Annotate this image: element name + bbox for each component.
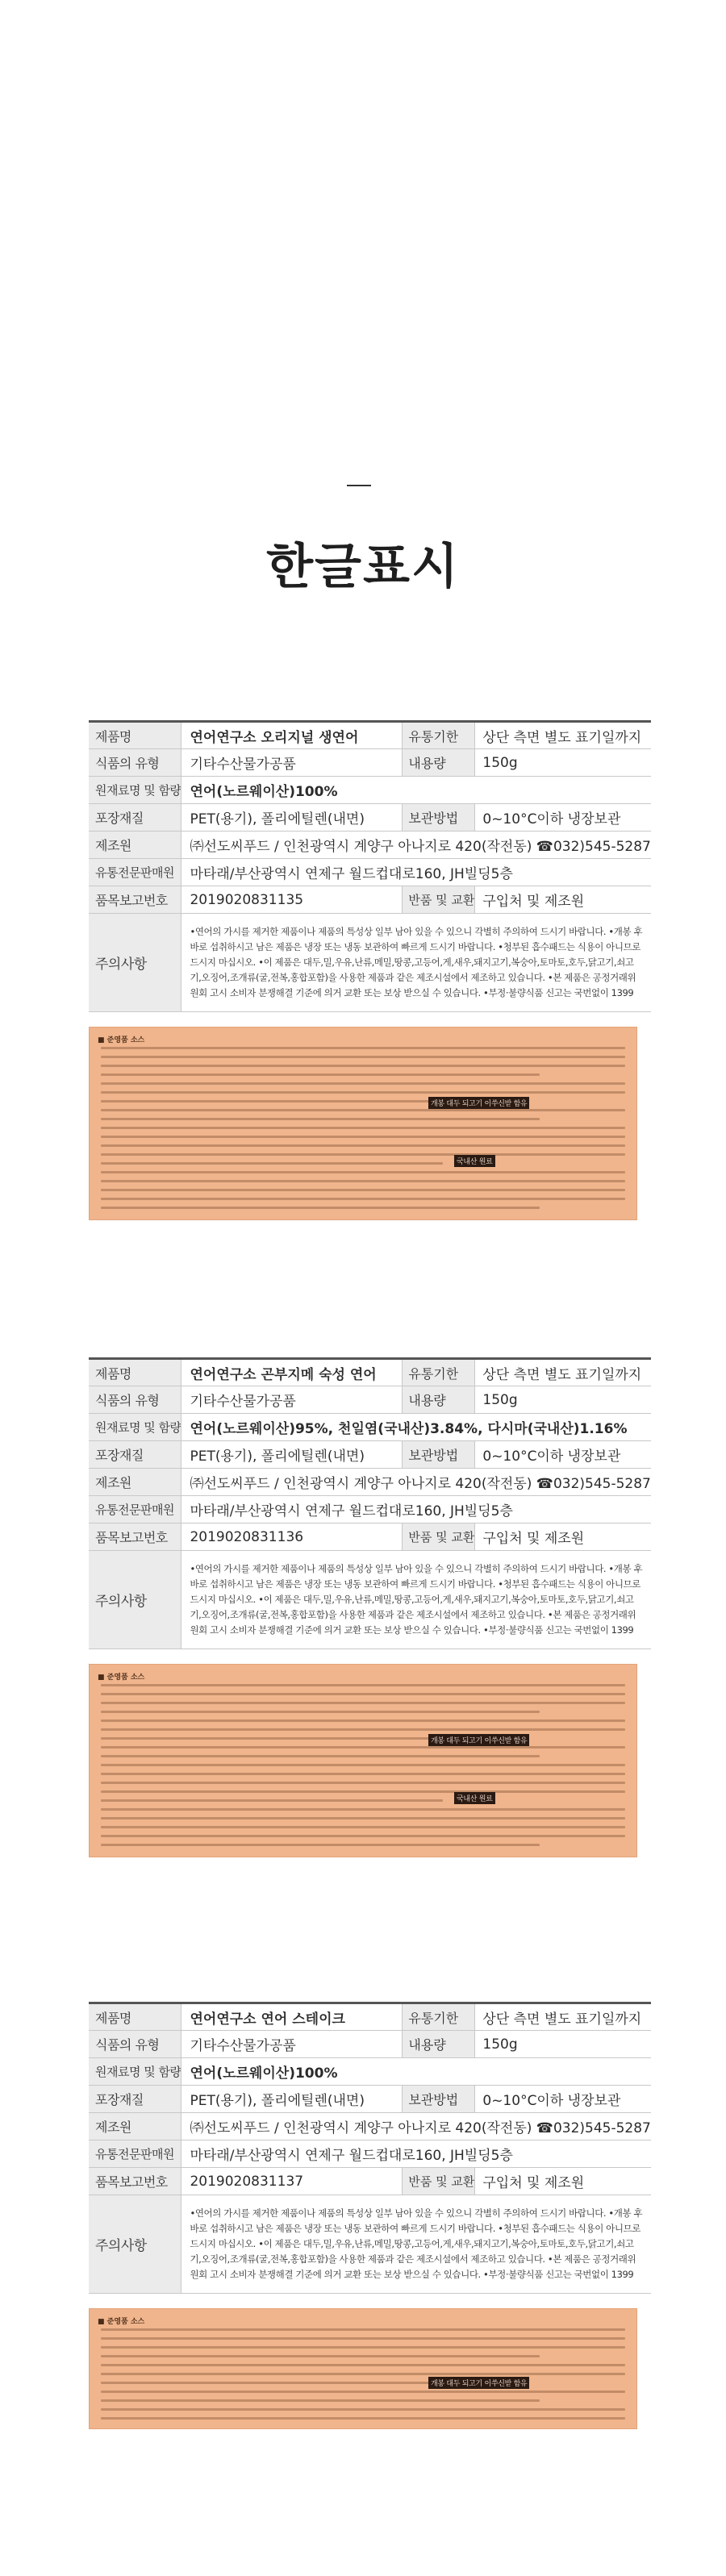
ingredients-value: 연어(노르웨이산)100%	[182, 777, 651, 804]
printed-label-photo	[89, 1664, 637, 1857]
printed-text-line	[101, 1719, 625, 1722]
product-info-block	[89, 1357, 651, 1857]
product-name-label: 제품명	[89, 1359, 182, 1386]
printed-text-line	[101, 1100, 443, 1103]
printed-text-line	[101, 1153, 625, 1156]
allergen-highlight: 개봉 대두 되고기 이쑤신받 함유	[428, 2377, 529, 2389]
table-row	[89, 832, 651, 859]
product-name-value: 연어연구소 연어 스테이크	[182, 2003, 403, 2031]
packaging-value: PET(용기), 폴리에틸렌(내면)	[182, 2086, 403, 2113]
printed-text-line	[101, 2346, 625, 2349]
printed-text-line	[101, 1711, 540, 1713]
printed-text-line	[101, 1136, 625, 1138]
caution-label: 주의사항	[89, 1551, 182, 1649]
printed-text-line	[101, 2382, 443, 2384]
product-name-label: 제품명	[89, 2003, 182, 2031]
table-row	[89, 722, 651, 749]
volume-value: 150g	[475, 2031, 651, 2058]
printed-text-line	[101, 1127, 625, 1129]
caution-value: •연어의 가시를 제거한 제품이나 제품의 특성상 일부 남아 있을 수 있으니 각별히 주의하여 드시기 바랍니다. •개봉 후 바로 섭취하시고 남은 제품은 냉장 또는 냉동 보관하여 빠르게 드시기 바랍니다. •청부된 흡수패드는 식용이 아니므로 드시지 마십시오. •이 제품은 대두,밀,우유,난류,메밀,땅콩,고등어,게,새우,돼지고기,복숭아,토마토,호두,닭고기,쇠고기,오징어,조개류(굴,전복,홍합포함)을 사용한 제품과 같은 제조시설에서 제조하고 있습니다. •본 제품은 공정거래위원회 고시 소비자 분쟁해결 기준에 의거 교환 또는 보상 받으실 수 있습니다. •부정·불량식품 신고는 국번없이 1399	[182, 1551, 651, 1649]
table-row	[89, 2140, 651, 2168]
product-name-value: 연어연구소 곤부지메 숙성 연어	[182, 1359, 403, 1386]
printed-text-line	[101, 1189, 625, 1191]
packaging-label: 포장재질	[89, 804, 182, 832]
printed-text-line	[101, 2337, 625, 2340]
printed-text-line	[101, 1702, 625, 1704]
caution-label: 주의사항	[89, 2195, 182, 2294]
table-row	[89, 1524, 651, 1551]
printed-text-line	[101, 1198, 625, 1200]
printed-text-line	[101, 1162, 443, 1165]
distributor-label: 유통전문판매원	[89, 1496, 182, 1524]
table-row	[89, 1414, 651, 1441]
product-info-table	[89, 1357, 651, 1649]
table-row	[89, 2031, 651, 2058]
printed-text-line	[101, 2417, 625, 2420]
printed-text-line	[101, 1737, 443, 1740]
expiry-label: 유통기한	[403, 722, 475, 749]
printed-text-line	[101, 1144, 625, 1147]
food-type-label: 식품의 유형	[89, 1386, 182, 1414]
product-info-block	[89, 2002, 651, 2429]
storage-value: 0~10°C이하 냉장보관	[475, 804, 651, 832]
printed-text-line	[101, 1782, 625, 1784]
ingredients-label: 원재료명 및 함량	[89, 2058, 182, 2086]
manufacturer-label: 제조원	[89, 1469, 182, 1496]
storage-label: 보관방법	[403, 1441, 475, 1469]
expiry-label: 유통기한	[403, 2003, 475, 2031]
manufacturer-label: 제조원	[89, 832, 182, 859]
exchange-label: 반품 및 교환	[403, 2168, 475, 2195]
report-number-label: 품목보고번호	[89, 2168, 182, 2195]
printed-label-tag: ■ 준영품 소스	[98, 1036, 145, 1044]
report-number-label: 품목보고번호	[89, 886, 182, 914]
table-row	[89, 2058, 651, 2086]
exchange-value: 구입처 및 제조원	[475, 1524, 651, 1551]
distributor-value: 마타래/부산광역시 연제구 월드컵대로160, JH빌딩5층	[182, 2140, 651, 2168]
ingredients-value: 연어(노르웨이산)95%, 천일염(국내산)3.84%, 다시마(국내산)1.16%	[182, 1414, 651, 1441]
volume-label: 내용량	[403, 1386, 475, 1414]
product-name-value: 연어연구소 오리지널 생연어	[182, 722, 403, 749]
printed-text-line	[101, 2399, 540, 2402]
table-row	[89, 2168, 651, 2195]
table-row	[89, 2195, 651, 2294]
packaging-label: 포장재질	[89, 1441, 182, 1469]
printed-text-line	[101, 1118, 540, 1120]
caution-label: 주의사항	[89, 914, 182, 1012]
food-type-value: 기타수산물가공품	[182, 2031, 403, 2058]
printed-text-line	[101, 1693, 625, 1695]
printed-text-line	[101, 1764, 625, 1766]
printed-text-line	[101, 1844, 540, 1846]
table-row	[89, 886, 651, 914]
report-number-value: 2019020831137	[182, 2168, 403, 2195]
table-row	[89, 1496, 651, 1524]
printed-label-tag: ■ 준영품 소스	[98, 1674, 145, 1682]
table-row	[89, 1386, 651, 1414]
ingredients-label: 원재료명 및 함량	[89, 1414, 182, 1441]
volume-value: 150g	[475, 1386, 651, 1414]
allergen-highlight: 개봉 대두 되고기 이쑤신받 함유	[428, 1097, 529, 1109]
printed-text-line	[101, 2355, 540, 2357]
caution-value: •연어의 가시를 제거한 제품이나 제품의 특성상 일부 남아 있을 수 있으니 각별히 주의하여 드시기 바랍니다. •개봉 후 바로 섭취하시고 남은 제품은 냉장 또는 냉동 보관하여 빠르게 드시기 바랍니다. •청부된 흡수패드는 식용이 아니므로 드시지 마십시오. •이 제품은 대두,밀,우유,난류,메밀,땅콩,고등어,게,새우,돼지고기,복숭아,토마토,호두,닭고기,쇠고기,오징어,조개류(굴,전복,홍합포함)을 사용한 제품과 같은 제조시설에서 제조하고 있습니다. •본 제품은 공정거래위원회 고시 소비자 분쟁해결 기준에 의거 교환 또는 보상 받으실 수 있습니다. •부정·불량식품 신고는 국번없이 1399	[182, 914, 651, 1012]
exchange-label: 반품 및 교환	[403, 1524, 475, 1551]
expiry-value: 상단 측면 별도 표기일까지	[475, 2003, 651, 2031]
table-row	[89, 1551, 651, 1649]
printed-label-photo	[89, 1027, 637, 1220]
exchange-value: 구입처 및 제조원	[475, 2168, 651, 2195]
printed-text-line	[101, 1109, 625, 1111]
manufacturer-value: ㈜선도씨푸드 / 인천광역시 계양구 아나지로 420(작전동) ☎032)545-5287	[182, 1469, 651, 1496]
food-type-label: 식품의 유형	[89, 2031, 182, 2058]
allergen-highlight: 개봉 대두 되고기 이쑤신받 함유	[428, 1734, 529, 1746]
table-row	[89, 804, 651, 832]
printed-text-line	[101, 1799, 443, 1802]
table-row	[89, 1441, 651, 1469]
distributor-label: 유통전문판매원	[89, 859, 182, 886]
report-number-label: 품목보고번호	[89, 1524, 182, 1551]
product-info-table	[89, 2002, 651, 2294]
printed-text-line	[101, 1082, 625, 1085]
distributor-value: 마타래/부산광역시 연제구 월드컵대로160, JH빌딩5층	[182, 1496, 651, 1524]
packaging-value: PET(용기), 폴리에틸렌(내면)	[182, 804, 403, 832]
origin-highlight: 국내산 원료	[454, 1792, 495, 1804]
volume-label: 내용량	[403, 749, 475, 777]
printed-text-line	[101, 2364, 625, 2366]
table-row	[89, 1359, 651, 1386]
printed-text-line	[101, 1091, 625, 1094]
printed-text-line	[101, 1056, 625, 1058]
product-info-block	[89, 720, 651, 1220]
distributor-value: 마타래/부산광역시 연제구 월드컵대로160, JH빌딩5층	[182, 859, 651, 886]
ingredients-value: 연어(노르웨이산)100%	[182, 2058, 651, 2086]
food-type-value: 기타수산물가공품	[182, 749, 403, 777]
printed-text-line	[101, 2408, 625, 2411]
printed-text-line	[101, 1728, 625, 1731]
printed-text-line	[101, 1790, 625, 1793]
food-type-value: 기타수산물가공품	[182, 1386, 403, 1414]
manufacturer-label: 제조원	[89, 2113, 182, 2140]
origin-highlight: 국내산 원료	[454, 1155, 495, 1167]
printed-text-line	[101, 1207, 540, 1209]
table-row	[89, 859, 651, 886]
storage-label: 보관방법	[403, 804, 475, 832]
expiry-value: 상단 측면 별도 표기일까지	[475, 1359, 651, 1386]
expiry-value: 상단 측면 별도 표기일까지	[475, 722, 651, 749]
printed-text-line	[101, 1073, 540, 1076]
manufacturer-value: ㈜선도씨푸드 / 인천광역시 계양구 아나지로 420(작전동) ☎032)545-5287	[182, 832, 651, 859]
exchange-label: 반품 및 교환	[403, 886, 475, 914]
printed-text-line	[101, 1171, 625, 1173]
printed-text-line	[101, 2328, 625, 2331]
page-title: 한글표시	[266, 539, 460, 595]
table-row	[89, 2086, 651, 2113]
printed-text-line	[101, 1826, 625, 1828]
table-row	[89, 914, 651, 1012]
table-row	[89, 749, 651, 777]
storage-value: 0~10°C이하 냉장보관	[475, 2086, 651, 2113]
expiry-label: 유통기한	[403, 1359, 475, 1386]
printed-text-line	[101, 1746, 625, 1749]
title-divider	[347, 485, 371, 486]
packaging-label: 포장재질	[89, 2086, 182, 2113]
printed-text-line	[101, 1817, 625, 1819]
printed-text-line	[101, 1180, 625, 1182]
ingredients-label: 원재료명 및 함량	[89, 777, 182, 804]
table-row	[89, 777, 651, 804]
volume-label: 내용량	[403, 2031, 475, 2058]
printed-label-tag: ■ 준영품 소스	[98, 2318, 145, 2326]
caution-value: •연어의 가시를 제거한 제품이나 제품의 특성상 일부 남아 있을 수 있으니 각별히 주의하여 드시기 바랍니다. •개봉 후 바로 섭취하시고 남은 제품은 냉장 또는 냉동 보관하여 빠르게 드시기 바랍니다. •청부된 흡수패드는 식용이 아니므로 드시지 마십시오. •이 제품은 대두,밀,우유,난류,메밀,땅콩,고등어,게,새우,돼지고기,복숭아,토마토,호두,닭고기,쇠고기,오징어,조개류(굴,전복,홍합포함)을 사용한 제품과 같은 제조시설에서 제조하고 있습니다. •본 제품은 공정거래위원회 고시 소비자 분쟁해결 기준에 의거 교환 또는 보상 받으실 수 있습니다. •부정·불량식품 신고는 국번없이 1399	[182, 2195, 651, 2294]
printed-label-photo	[89, 2308, 637, 2429]
report-number-value: 2019020831135	[182, 886, 403, 914]
food-type-label: 식품의 유형	[89, 749, 182, 777]
table-row	[89, 1469, 651, 1496]
manufacturer-value: ㈜선도씨푸드 / 인천광역시 계양구 아나지로 420(작전동) ☎032)545-5287	[182, 2113, 651, 2140]
printed-text-line	[101, 1808, 625, 1811]
exchange-value: 구입처 및 제조원	[475, 886, 651, 914]
storage-label: 보관방법	[403, 2086, 475, 2113]
product-info-table	[89, 720, 651, 1012]
volume-value: 150g	[475, 749, 651, 777]
packaging-value: PET(용기), 폴리에틸렌(내면)	[182, 1441, 403, 1469]
printed-text-line	[101, 2373, 625, 2375]
printed-text-line	[101, 1755, 540, 1757]
table-row	[89, 2113, 651, 2140]
storage-value: 0~10°C이하 냉장보관	[475, 1441, 651, 1469]
table-row	[89, 2003, 651, 2031]
printed-text-line	[101, 1684, 625, 1686]
printed-text-line	[101, 1773, 625, 1775]
product-name-label: 제품명	[89, 722, 182, 749]
printed-text-line	[101, 1835, 625, 1837]
printed-text-line	[101, 1065, 625, 1067]
printed-text-line	[101, 1047, 625, 1049]
distributor-label: 유통전문판매원	[89, 2140, 182, 2168]
report-number-value: 2019020831136	[182, 1524, 403, 1551]
printed-text-line	[101, 2391, 625, 2393]
